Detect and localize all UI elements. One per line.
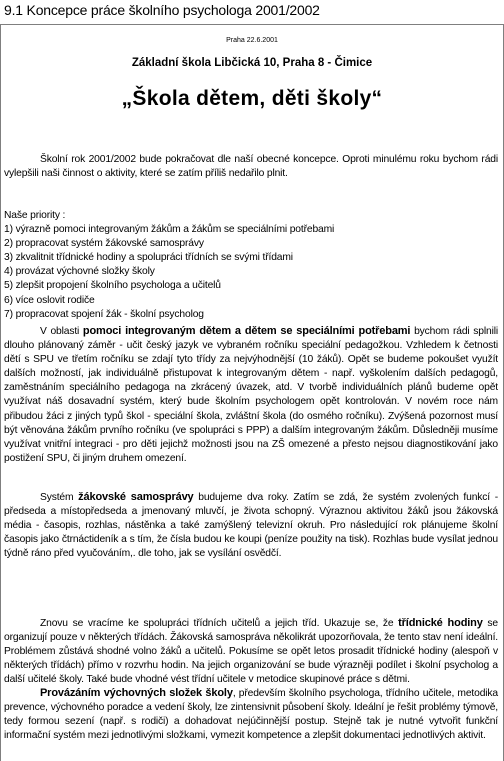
paragraph-text: Znovu se vracíme ke spolupráci třídních učitelů a jejich tříd. Ukazuje se, že <box>40 618 399 629</box>
priority-item: 2) propracovat systém žákovské samosprávy <box>4 238 204 250</box>
paragraph-text: budujeme dva roky. Zatím se zdá, že systém zvolených funkcí - předseda a místopředseda a jmenovaný mluvčí, je života schopný. Výraznou aktivitou žáků jsou žákovská média - časopis, rozhlas, nástěnka a také zamýšlený televizní okruh. Pro následující rok plánujeme školní časopis jako čtrnáctideník a s tím, že čísla budou ke koupi (peníze použity na tisk). Rozhlas bude vysílat jednou týdně ráno před vyučováním,. dle toho, jak se vysílání osvědčí. <box>4 492 499 560</box>
paragraph-text: , především školního psychologa, třídního učitele, metodika prevence, výchovného poradce a vedení školy, lze zintensivnit působení školy. Ideální je řešit problémy týmově, tedy formou sezení (např. s rodiči) a dohadovat nejúčinnější postup. Stejně tak je nutné vytvořit funkční informační systém mezi jednotlivými složkami, vymezit kompetence a zlepšit dokumentaci jednotlivých aktivit. <box>4 688 498 742</box>
priority-item: 7) propracovat spojení žák - školní psycholog <box>4 308 204 320</box>
motto-title: „Škola dětem, děti školy“ <box>121 87 383 110</box>
priority-item: 4) provázat výchovné složky školy <box>4 266 155 278</box>
paragraph-emphasis: třídnické hodiny <box>398 617 483 629</box>
priorities-title: Naše priority : <box>4 210 66 221</box>
paragraph-text: se organizují pouze v některých třídách. Žákovská samospráva několikrát upozorňovala, že tento stav není ideální. Problémem zůstává shodné volno žáků a učitelů. Pokusíme se opět letos prosadit třídnické hodiny (alespoň v některých třídách) přímo v rozvrhu hodin. Na jejich organizování se bude výrazněji podílet i školní psycholog a další učitelé školy. Také bude vhodné vést třídní učitele v metodice skupinové práce s dětmi. <box>4 618 498 686</box>
paragraph-educational-components <box>4 686 498 743</box>
paragraph-class-hours <box>4 616 498 687</box>
priority-item: 3) zkvalitnit třídnické hodiny a spolupráci třídních se svými třídami <box>4 252 293 264</box>
intro-paragraph: Školní rok 2001/2002 bude pokračovat dle naší obecné koncepce. Oproti minulému roku bychom rádi vylepšili naši činnost o aktivity, které se zatím příliš nedařilo plnit. <box>4 154 498 180</box>
paragraph-emphasis: žákovské samosprávy <box>78 491 194 503</box>
priority-item: 5) zlepšit propojení školního psychologa a učitelů <box>4 280 221 292</box>
priority-item: 1) výrazně pomoci integrovaným žákům a žákům se speciálními potřebami <box>4 224 335 236</box>
school-name: Základní škola Libčická 10, Praha 8 - Čimice <box>131 57 373 69</box>
paragraph-emphasis: Provázáním výchovných složek školy <box>40 687 233 699</box>
priority-item: 6) více oslovit rodiče <box>4 294 95 306</box>
paragraph-emphasis: pomoci integrovaným dětem a dětem se speciálními potřebami <box>82 325 411 337</box>
paragraph-integration <box>4 324 498 466</box>
section-heading: 9.1 Koncepce práce školního psychologa 2001/2002 <box>4 2 320 18</box>
paragraph-text: V oblasti <box>40 326 83 337</box>
date-line: Praha 22.6.2001 <box>226 37 278 44</box>
paragraph-text: Systém <box>40 492 79 503</box>
paragraph-self-government <box>4 490 498 561</box>
priorities-list <box>4 209 498 322</box>
paragraph-text: bychom rádi splnili dlouho plánovaný záměr - učit český jazyk ve vybraném ročníku speciální pedagožkou. Vzhledem k četnosti dětí s SPU ve třetím ročníku se zdají tyto třídy za nejvýhodnější (10 žáků). Opět se budeme pokoušet využít dalších možností, jak individuálně přistupovat k integrovaným dětem - např. vyškolením dalších pedagogů, zaměstnáním speciálního pedagoga na zkrácený úvazek, atd. V tvorbě individuálních plánů budeme opět využívat náš dosavadní systém, který bude školním psychologem opět kontrolován. V novém roce nám přibudou žáci z jiných typů škol - speciální škola, zvláštní škola (do osmého ročníku). Zvýšená pozornost musí být věnována žákům prvního ročníku (ve spolupráci s PPP) a dalším integrovaným žákům. Důsledněji musíme využívat vnitřní integraci - pro děti jejichž možnosti jsou na ZŠ omezené a přesto nejsou diagnostikování jako postižení SPU, či jiným druhem omezení. <box>4 326 498 464</box>
